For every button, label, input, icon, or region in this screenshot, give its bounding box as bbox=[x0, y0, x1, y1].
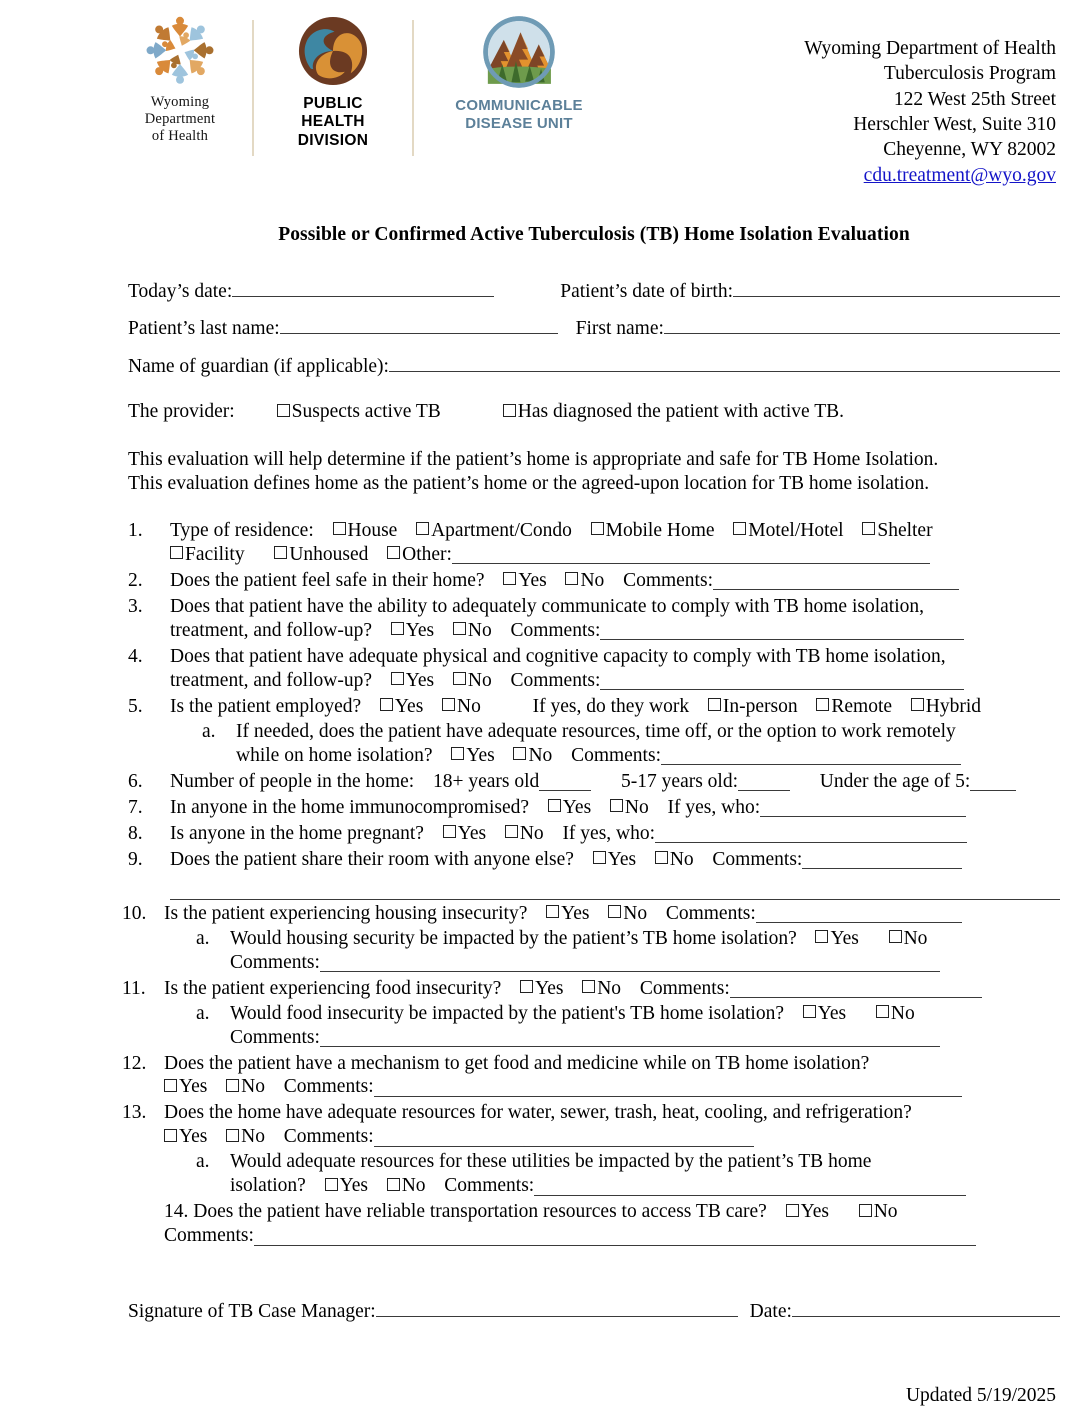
todays-date-input[interactable] bbox=[232, 276, 494, 297]
q5-hybrid-label: Hybrid bbox=[925, 695, 982, 717]
q9-comments-input-line2[interactable] bbox=[170, 886, 1060, 900]
question-11-text: Is the patient experiencing food insecurity? bbox=[164, 977, 502, 999]
q8-yes-checkbox[interactable] bbox=[443, 825, 456, 838]
q12-comments-label: Comments: bbox=[283, 1076, 374, 1098]
q4-yes-label: Yes bbox=[405, 669, 435, 691]
question-13a bbox=[164, 1150, 1020, 1174]
residence-unhoused-checkbox[interactable] bbox=[274, 546, 287, 559]
question-5a bbox=[170, 720, 1060, 768]
question-14-number: 14. bbox=[164, 1201, 189, 1223]
question-13a-text-2: isolation? bbox=[230, 1175, 306, 1197]
question-12-number: 12. bbox=[122, 1052, 147, 1074]
question-10a-text: Would housing security be impacted by the patient’s TB home isolation? bbox=[230, 927, 797, 949]
question-6-label: Number of people in the home: bbox=[170, 770, 415, 792]
q7-who-input[interactable] bbox=[760, 796, 966, 817]
question-13a-text: Would adequate resources for these utilities be impacted by the patient’s TB home bbox=[230, 1151, 872, 1173]
logo-divider-2 bbox=[412, 20, 414, 156]
q5-inperson-checkbox[interactable] bbox=[708, 698, 721, 711]
question-4-text: Does that patient have adequate physical and cognitive capacity to comply with TB home isolation, bbox=[170, 645, 946, 667]
q10a-yes-checkbox[interactable] bbox=[815, 930, 828, 943]
q2-yes-label: Yes bbox=[518, 569, 547, 591]
wyoming-dept-health-wordmark bbox=[145, 94, 215, 144]
question-13 bbox=[122, 1101, 1060, 1198]
question-5a-letter: a. bbox=[202, 720, 216, 742]
q12-no-checkbox[interactable] bbox=[226, 1079, 239, 1092]
q13-comments-input[interactable] bbox=[374, 1126, 754, 1147]
q14-yes-checkbox[interactable] bbox=[786, 1204, 799, 1217]
q13a-yes-checkbox[interactable] bbox=[325, 1178, 338, 1191]
q5a-yes-label: Yes bbox=[466, 744, 495, 766]
q12-yes-label: Yes bbox=[179, 1076, 208, 1098]
q8-yes-label: Yes bbox=[457, 822, 487, 844]
phd-line-1: PUBLIC bbox=[303, 95, 363, 112]
q13a-comments-label: Comments: bbox=[444, 1175, 535, 1197]
q10a-comments-input[interactable] bbox=[320, 951, 940, 972]
residence-other-checkbox[interactable] bbox=[387, 546, 400, 559]
guardian-label: Name of guardian (if applicable): bbox=[128, 355, 389, 377]
q12-yes-checkbox[interactable] bbox=[164, 1079, 177, 1092]
q7-yes-label: Yes bbox=[562, 796, 592, 818]
q11a-comments-label: Comments: bbox=[230, 1026, 320, 1048]
q11-yes-checkbox[interactable] bbox=[520, 980, 533, 993]
question-8 bbox=[128, 822, 1060, 846]
signature-row bbox=[128, 1296, 1060, 1323]
q4-comments-label: Comments: bbox=[510, 669, 601, 691]
q13a-yes-label: Yes bbox=[339, 1175, 368, 1197]
q13-yes-checkbox[interactable] bbox=[164, 1129, 177, 1142]
row-date-dob bbox=[128, 276, 1060, 301]
question-12-text: Does the patient have a mechanism to get food and medicine while on TB home isolation? bbox=[164, 1052, 870, 1074]
q11-yes-label: Yes bbox=[535, 977, 564, 999]
residence-facility-label: Facility bbox=[185, 543, 245, 565]
q5-mid-label: If yes, do they work bbox=[532, 695, 690, 717]
signature-label: Signature of TB Case Manager: bbox=[128, 1301, 376, 1323]
q11-comments-input[interactable] bbox=[730, 977, 982, 998]
q11a-yes-label: Yes bbox=[817, 1002, 847, 1024]
question-11a-letter: a. bbox=[196, 1002, 210, 1024]
q10-no-label: No bbox=[623, 902, 648, 924]
wdh-line-1: Wyoming bbox=[150, 94, 210, 110]
question-13a-letter: a. bbox=[196, 1151, 210, 1173]
q4-yes-checkbox[interactable] bbox=[391, 672, 404, 685]
question-4-number: 4. bbox=[128, 645, 143, 667]
intro-line-1: This evaluation will help determine if the patient’s home is appropriate and safe for TB Home Isolation. bbox=[128, 448, 939, 470]
q6-adults-label: 18+ years old bbox=[432, 770, 540, 792]
question-13-number: 13. bbox=[122, 1102, 147, 1124]
cdu-line-2: DISEASE UNIT bbox=[465, 115, 573, 132]
q5-remote-label: Remote bbox=[831, 695, 893, 717]
question-8-text: Is anyone in the home pregnant? bbox=[170, 822, 424, 844]
question-1-number: 1. bbox=[128, 519, 143, 541]
q11-no-checkbox[interactable] bbox=[582, 980, 595, 993]
question-10 bbox=[122, 902, 1060, 975]
q5a-yes-checkbox[interactable] bbox=[451, 747, 464, 760]
q5-remote-checkbox[interactable] bbox=[816, 698, 829, 711]
q8-no-checkbox[interactable] bbox=[505, 825, 518, 838]
intro-line-2: This evaluation defines home as the patient’s home or the agreed-upon location for TB home isolation. bbox=[128, 473, 930, 495]
row-guardian bbox=[128, 351, 1060, 376]
question-9-text: Does the patient share their room with anyone else? bbox=[170, 848, 574, 870]
q11a-yes-checkbox[interactable] bbox=[803, 1005, 816, 1018]
q3-no-label: No bbox=[467, 619, 492, 641]
question-7-number: 7. bbox=[128, 796, 143, 818]
q9-yes-label: Yes bbox=[607, 848, 637, 870]
address-line-4: Herschler West, Suite 310 bbox=[853, 114, 1056, 136]
logo-divider-1 bbox=[252, 20, 254, 156]
q3-comments-label: Comments: bbox=[510, 619, 601, 641]
question-5a-text: If needed, does the patient have adequate resources, time off, or the option to work remotely bbox=[236, 720, 956, 742]
public-health-division-logo bbox=[274, 14, 392, 150]
q5a-comments-label: Comments: bbox=[571, 744, 661, 766]
wyoming-dept-health-logo bbox=[128, 14, 232, 144]
residence-unhoused-label: Unhoused bbox=[289, 543, 369, 565]
question-13-text: Does the home have adequate resources for water, sewer, trash, heat, cooling, and refrigeration? bbox=[164, 1102, 912, 1124]
phd-line-2: HEALTH bbox=[301, 113, 365, 131]
q5-yes-label: Yes bbox=[394, 695, 424, 717]
q8-no-label: No bbox=[519, 822, 544, 844]
q12-no-label: No bbox=[241, 1076, 265, 1098]
q2-no-checkbox[interactable] bbox=[565, 572, 578, 585]
q11-no-label: No bbox=[597, 977, 622, 999]
question-5 bbox=[128, 695, 1060, 768]
q10a-yes-label: Yes bbox=[830, 927, 859, 949]
q13a-no-label: No bbox=[401, 1175, 426, 1197]
residence-motel-checkbox[interactable] bbox=[733, 522, 746, 535]
question-2-text: Does the patient feel safe in their home? bbox=[170, 569, 485, 591]
address-line-5: Cheyenne, WY 82002 bbox=[883, 139, 1056, 161]
first-name-label: First name: bbox=[575, 318, 664, 340]
q9-comments-label: Comments: bbox=[712, 848, 803, 870]
q5a-no-label: No bbox=[528, 744, 553, 766]
public-health-division-wordmark bbox=[298, 95, 368, 150]
phd-line-3: DIVISION bbox=[297, 131, 369, 149]
signature-date-input[interactable] bbox=[792, 1296, 1060, 1317]
residence-apartment-label: Apartment/Condo bbox=[431, 519, 572, 541]
form-content bbox=[0, 224, 1088, 1407]
residence-other-input[interactable] bbox=[452, 544, 930, 565]
question-1 bbox=[128, 519, 1060, 567]
q10a-no-checkbox[interactable] bbox=[889, 930, 902, 943]
q10-yes-checkbox[interactable] bbox=[546, 905, 559, 918]
question-11a bbox=[164, 1002, 1020, 1026]
intro-paragraph bbox=[128, 448, 1060, 497]
residence-shelter-checkbox[interactable] bbox=[862, 522, 875, 535]
q9-no-label: No bbox=[669, 848, 694, 870]
q6-under5-input[interactable] bbox=[970, 770, 1016, 791]
question-11 bbox=[122, 977, 1060, 1050]
question-14-text: Does the patient have reliable transportation resources to access TB care? bbox=[193, 1201, 767, 1223]
q10-no-checkbox[interactable] bbox=[608, 905, 621, 918]
last-name-label: Patient’s last name: bbox=[128, 318, 280, 340]
agency-address-block bbox=[804, 14, 1060, 188]
q4-no-checkbox[interactable] bbox=[453, 672, 466, 685]
mountain-badge-logo-icon bbox=[481, 14, 557, 90]
contact-email-link[interactable]: cdu.treatment@wyo.gov bbox=[863, 164, 1056, 186]
q8-who-input[interactable] bbox=[655, 822, 967, 843]
q6-teens-input[interactable] bbox=[738, 770, 790, 791]
question-10a-comments bbox=[164, 951, 1060, 975]
residence-house-checkbox[interactable] bbox=[333, 522, 346, 535]
question-9-number: 9. bbox=[128, 848, 143, 870]
question-14 bbox=[128, 1200, 1060, 1248]
dob-label: Patient’s date of birth: bbox=[560, 280, 733, 302]
q14-yes-label: Yes bbox=[800, 1201, 829, 1223]
q10-yes-label: Yes bbox=[561, 902, 590, 924]
question-3-text-2: treatment, and follow-up? bbox=[170, 619, 372, 641]
provider-row bbox=[128, 402, 1060, 422]
question-3 bbox=[128, 595, 1060, 643]
question-10a-letter: a. bbox=[196, 927, 210, 949]
q2-comments-label: Comments: bbox=[623, 569, 713, 591]
signature-input[interactable] bbox=[376, 1296, 738, 1317]
dob-input[interactable] bbox=[733, 276, 1060, 297]
q3-comments-input[interactable] bbox=[600, 620, 964, 641]
question-3-text: Does that patient have the ability to adequately communicate to comply with TB home isolation, bbox=[170, 595, 925, 617]
residence-other-label: Other: bbox=[402, 543, 452, 565]
signature-date-label: Date: bbox=[749, 1301, 792, 1323]
question-14-line bbox=[164, 1200, 996, 1224]
question-7-text: In anyone in the home immunocompromised? bbox=[170, 796, 530, 818]
residence-mobile-home-label: Mobile Home bbox=[605, 519, 715, 541]
logo-group bbox=[128, 14, 604, 156]
q2-no-label: No bbox=[580, 569, 605, 591]
question-13a-cont bbox=[164, 1174, 1060, 1198]
question-3-number: 3. bbox=[128, 595, 143, 617]
q5a-comments-input[interactable] bbox=[661, 744, 961, 765]
q11a-comments-input[interactable] bbox=[320, 1026, 940, 1047]
q11-comments-label: Comments: bbox=[639, 977, 730, 999]
q5-inperson-label: In-person bbox=[722, 695, 798, 717]
question-4-text-2: treatment, and follow-up? bbox=[170, 669, 372, 691]
residence-mobile-home-checkbox[interactable] bbox=[591, 522, 604, 535]
residence-house-label: House bbox=[347, 519, 398, 541]
cdu-line-1: COMMUNICABLE bbox=[455, 97, 583, 114]
swirl-logo-icon bbox=[296, 14, 370, 88]
people-circle-logo-icon bbox=[134, 14, 226, 92]
q6-adults-input[interactable] bbox=[539, 770, 591, 791]
q3-yes-checkbox[interactable] bbox=[391, 622, 404, 635]
q9-comments-input[interactable] bbox=[802, 848, 962, 869]
q13a-comments-input[interactable] bbox=[534, 1175, 966, 1196]
q2-yes-checkbox[interactable] bbox=[503, 572, 516, 585]
q5a-no-checkbox[interactable] bbox=[513, 747, 526, 760]
communicable-disease-unit-logo bbox=[434, 14, 604, 133]
question-5a-text-2: while on home isolation? bbox=[236, 744, 433, 766]
q5-hybrid-checkbox[interactable] bbox=[911, 698, 924, 711]
question-1-label: Type of residence: bbox=[170, 519, 314, 541]
question-2 bbox=[128, 569, 1060, 593]
page-title: Possible or Confirmed Active Tuberculosis (TB) Home Isolation Evaluation bbox=[278, 224, 910, 246]
question-6-number: 6. bbox=[128, 770, 143, 792]
q7-who-label: If yes, who: bbox=[667, 796, 761, 818]
footer-updated-date: Updated 5/19/2025 bbox=[905, 1385, 1056, 1407]
question-11a-text: Would food insecurity be impacted by the patient's TB home isolation? bbox=[230, 1002, 784, 1024]
question-7 bbox=[128, 796, 1060, 820]
q10a-comments-label: Comments: bbox=[230, 951, 320, 973]
q8-who-label: If yes, who: bbox=[562, 822, 656, 844]
page-header bbox=[0, 0, 1088, 188]
question-11a-comments bbox=[164, 1026, 1060, 1050]
q7-yes-checkbox[interactable] bbox=[548, 799, 561, 812]
q3-yes-label: Yes bbox=[405, 619, 435, 641]
q13-no-label: No bbox=[241, 1126, 265, 1148]
wdh-line-3: of Health bbox=[151, 127, 209, 144]
todays-date-label: Today’s date: bbox=[128, 280, 233, 302]
q11a-no-checkbox[interactable] bbox=[876, 1005, 889, 1018]
q9-yes-checkbox[interactable] bbox=[593, 851, 606, 864]
q10-comments-input[interactable] bbox=[756, 902, 962, 923]
q6-teens-label: 5-17 years old: bbox=[621, 770, 739, 792]
address-line-2: Tuberculosis Program bbox=[883, 63, 1056, 85]
q7-no-label: No bbox=[624, 796, 649, 818]
question-2-number: 2. bbox=[128, 569, 143, 591]
q5-no-checkbox[interactable] bbox=[442, 698, 455, 711]
question-10-number: 10. bbox=[122, 902, 147, 924]
question-11-number: 11. bbox=[122, 977, 146, 999]
q6-under5-label: Under the age of 5: bbox=[819, 770, 971, 792]
provider-diagnosed-checkbox[interactable] bbox=[503, 404, 516, 417]
q2-comments-input[interactable] bbox=[713, 570, 959, 591]
address-line-3: 122 West 25th Street bbox=[893, 88, 1056, 110]
patient-fields bbox=[128, 276, 1060, 376]
first-name-input[interactable] bbox=[664, 313, 1060, 334]
q14-comments-label: Comments: bbox=[164, 1225, 254, 1247]
communicable-disease-unit-wordmark bbox=[455, 97, 582, 133]
q14-no-label: No bbox=[873, 1201, 898, 1223]
residence-facility-checkbox[interactable] bbox=[170, 546, 183, 559]
provider-diagnosed-label: Has diagnosed the patient with active TB. bbox=[517, 401, 844, 423]
question-5-text: Is the patient employed? bbox=[170, 695, 362, 717]
question-8-number: 8. bbox=[128, 822, 143, 844]
residence-motel-label: Motel/Hotel bbox=[748, 519, 844, 541]
q12-comments-input[interactable] bbox=[374, 1076, 962, 1097]
residence-apartment-checkbox[interactable] bbox=[416, 522, 429, 535]
q11a-no-label: No bbox=[890, 1002, 915, 1024]
q13a-no-checkbox[interactable] bbox=[387, 1178, 400, 1191]
residence-shelter-label: Shelter bbox=[877, 519, 933, 541]
provider-label: The provider: bbox=[128, 401, 235, 423]
question-4 bbox=[128, 645, 1060, 693]
q13-no-checkbox[interactable] bbox=[226, 1129, 239, 1142]
q13-comments-label: Comments: bbox=[283, 1126, 374, 1148]
wdh-line-2: Department bbox=[144, 110, 216, 127]
q14-comments-input[interactable] bbox=[254, 1225, 976, 1246]
question-10-text: Is the patient experiencing housing insecurity? bbox=[164, 902, 528, 924]
address-line-1: Wyoming Department of Health bbox=[804, 38, 1056, 59]
q10-comments-label: Comments: bbox=[665, 902, 756, 924]
q13-yes-label: Yes bbox=[179, 1126, 208, 1148]
question-list bbox=[122, 519, 1060, 1249]
q14-no-checkbox[interactable] bbox=[859, 1204, 872, 1217]
q4-no-label: No bbox=[467, 669, 492, 691]
question-5-number: 5. bbox=[128, 695, 143, 717]
q10a-no-label: No bbox=[903, 927, 928, 949]
question-9 bbox=[128, 848, 1060, 900]
row-name bbox=[128, 313, 1060, 338]
last-name-input[interactable] bbox=[280, 313, 558, 334]
question-12 bbox=[122, 1052, 1060, 1100]
q3-no-checkbox[interactable] bbox=[453, 622, 466, 635]
guardian-input[interactable] bbox=[389, 351, 1060, 372]
question-10a bbox=[164, 927, 1020, 951]
q9-no-checkbox[interactable] bbox=[655, 851, 668, 864]
question-6 bbox=[128, 770, 1060, 794]
q5-no-label: No bbox=[457, 695, 481, 717]
provider-suspects-label: Suspects active TB bbox=[291, 401, 441, 423]
q4-comments-input[interactable] bbox=[600, 670, 964, 691]
q5-yes-checkbox[interactable] bbox=[380, 698, 393, 711]
q7-no-checkbox[interactable] bbox=[610, 799, 623, 812]
provider-suspects-checkbox[interactable] bbox=[277, 404, 290, 417]
question-14-comments bbox=[164, 1224, 1060, 1248]
